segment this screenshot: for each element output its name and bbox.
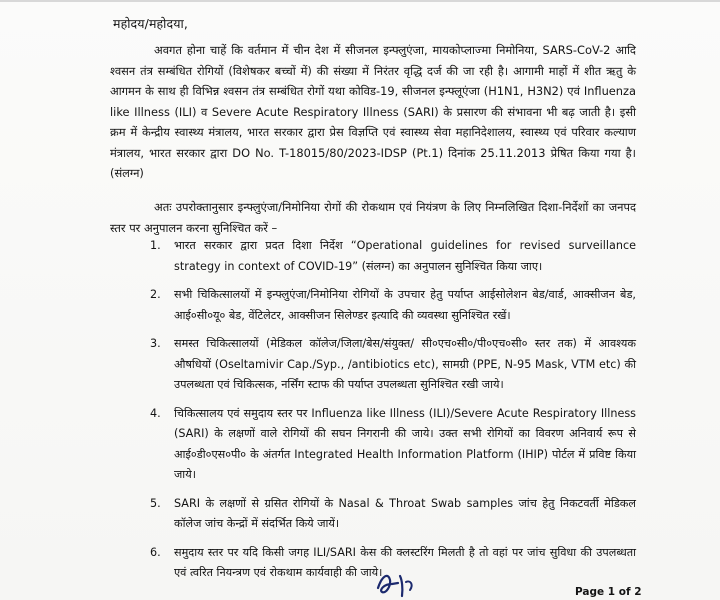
list-item-number: 3. [150, 337, 161, 350]
list-item-number: 4. [150, 406, 161, 420]
handwritten-signature [372, 566, 420, 600]
list-item-number: 2. [150, 288, 161, 301]
paragraph-directive: अतः उपरोक्तानुसार इन्फ्लुएंजा/निमोनिया रोगों की रोकथाम एवं नियंत्रण के लिए निम्नलिखित दिशा-निर्देशों का जनपद स्तर पर अनुपालन करना सुनिश्चित करें – [110, 200, 636, 235]
list-item [138, 334, 636, 396]
guideline-list [138, 236, 636, 584]
list-item-text: भारत सरकार द्वारा प्रदत दिशा निर्देश “Operational guidelines for revised surveillance strategy in context of COVID-19” (संलग्न) का अनुपालन सुनिश्चित किया जाए। [174, 239, 636, 273]
list-item-number: 6. [150, 545, 161, 559]
list-item-text: सभी चिकित्सालयों में इन्फ्लुएंजा/निमोनिया रोगियों के उपचार हेतु पर्याप्त आईसोलेशन बेड/वार्ड, आक्सीजन बेड, आई०सी०यू० बेड, वेंटिलेटर, आक्सीजन सिलेण्डर इत्यादि की व्यवस्था सुनिश्चित रखें। [174, 288, 636, 322]
list-item-number: 5. [150, 496, 161, 510]
list-item [138, 494, 636, 535]
list-item-text: चिकित्सालय एवं समुदाय स्तर पर Influenza like Illness (ILI)/Severe Acute Respiratory Illness (SARI) के लक्षणों वाले रोगियों की सघन निगरानी की जाये। उक्त सभी रोगियों का विवरण अनिवार्य रूप से आई०डी०एस०पी० के अंतर्गत Integrated Health Information Platform (IHIP) पोर्टल में प्रविष्ट किया जाये। [174, 406, 636, 481]
page-number: Page 1 of 2 [575, 586, 642, 598]
list-item [138, 404, 636, 486]
salutation: महोदय/महोदया, [113, 16, 188, 31]
list-item-text: SARI के लक्षणों से ग्रसित रोगियों के Nasal & Throat Swab samples जांच हेतु निकटवर्ती मेडिकल कॉलेज जांच केन्द्रों में संदर्भित किये जायें। [174, 496, 636, 530]
paragraph-intro: अवगत होना चाहें कि वर्तमान में चीन देश में सीजनल इन्फ्लुएंजा, मायकोप्लाज्मा निमोनिया, SARS-CoV-2 आदि श्वसन तंत्र सम्बंधित रोगियों (विशेषकर बच्चों में) की संख्या में निरंतर वृद्धि दर्ज की जा रही है। आगामी माहों में शीत ऋतु के आगमन के साथ ही विभिन्न श्वसन तंत्र सम्बंधित रोगों यथा कोविड-19, सीजनल इन्फ्लूएंजा (H1N1, H3N2) एवं Influenza like Illness (ILI) व Severe Acute Respiratory Illness (SARI) के प्रसारण की संभावना भी बढ़ जाती है। इसी क्रम में केन्द्रीय स्वास्थ्य मंत्रालय, भारत सरकार द्वारा प्रेस विज्ञप्ति एवं स्वास्थ्य सेवा महानिदेशालय, स्वास्थ्य एवं परिवार कल्याण मंत्रालय, भारत सरकार द्वारा DO No. T-18015/80/2023-IDSP (Pt.1) दिनांक 25.11.2013 प्रेषित किया गया है। (संलग्न) [110, 43, 636, 180]
list-item [138, 285, 636, 326]
list-item [138, 236, 636, 277]
list-item-text: समुदाय स्तर पर यदि किसी जगह ILI/SARI केस की क्लस्टरिंग मिलती है तो वहां पर जांच सुविधा की उपलब्धता एवं त्वरित नियन्त्रण एवं रोकथाम कार्यवाही की जाये। [174, 545, 636, 579]
list-item-number: 1. [150, 239, 161, 252]
top-edge-divider [0, 0, 720, 2]
list-item-text: समस्त चिकित्सालयों (मेडिकल कॉलेज/जिला/बेस/संयुक्त/ सी०एच०सी०/पी०एच०सी० स्तर तक) में आवश्यक औषधियों (Oseltamivir Cap./Syp., /antibiotics etc), सामग्री (PPE, N-95 Mask, VTM etc) की उपलब्धता एवं चिकित्सक, नर्सिंग स्टाफ की पर्याप्त उपलब्धता सुनिश्चित रखी जाये। [174, 337, 636, 391]
